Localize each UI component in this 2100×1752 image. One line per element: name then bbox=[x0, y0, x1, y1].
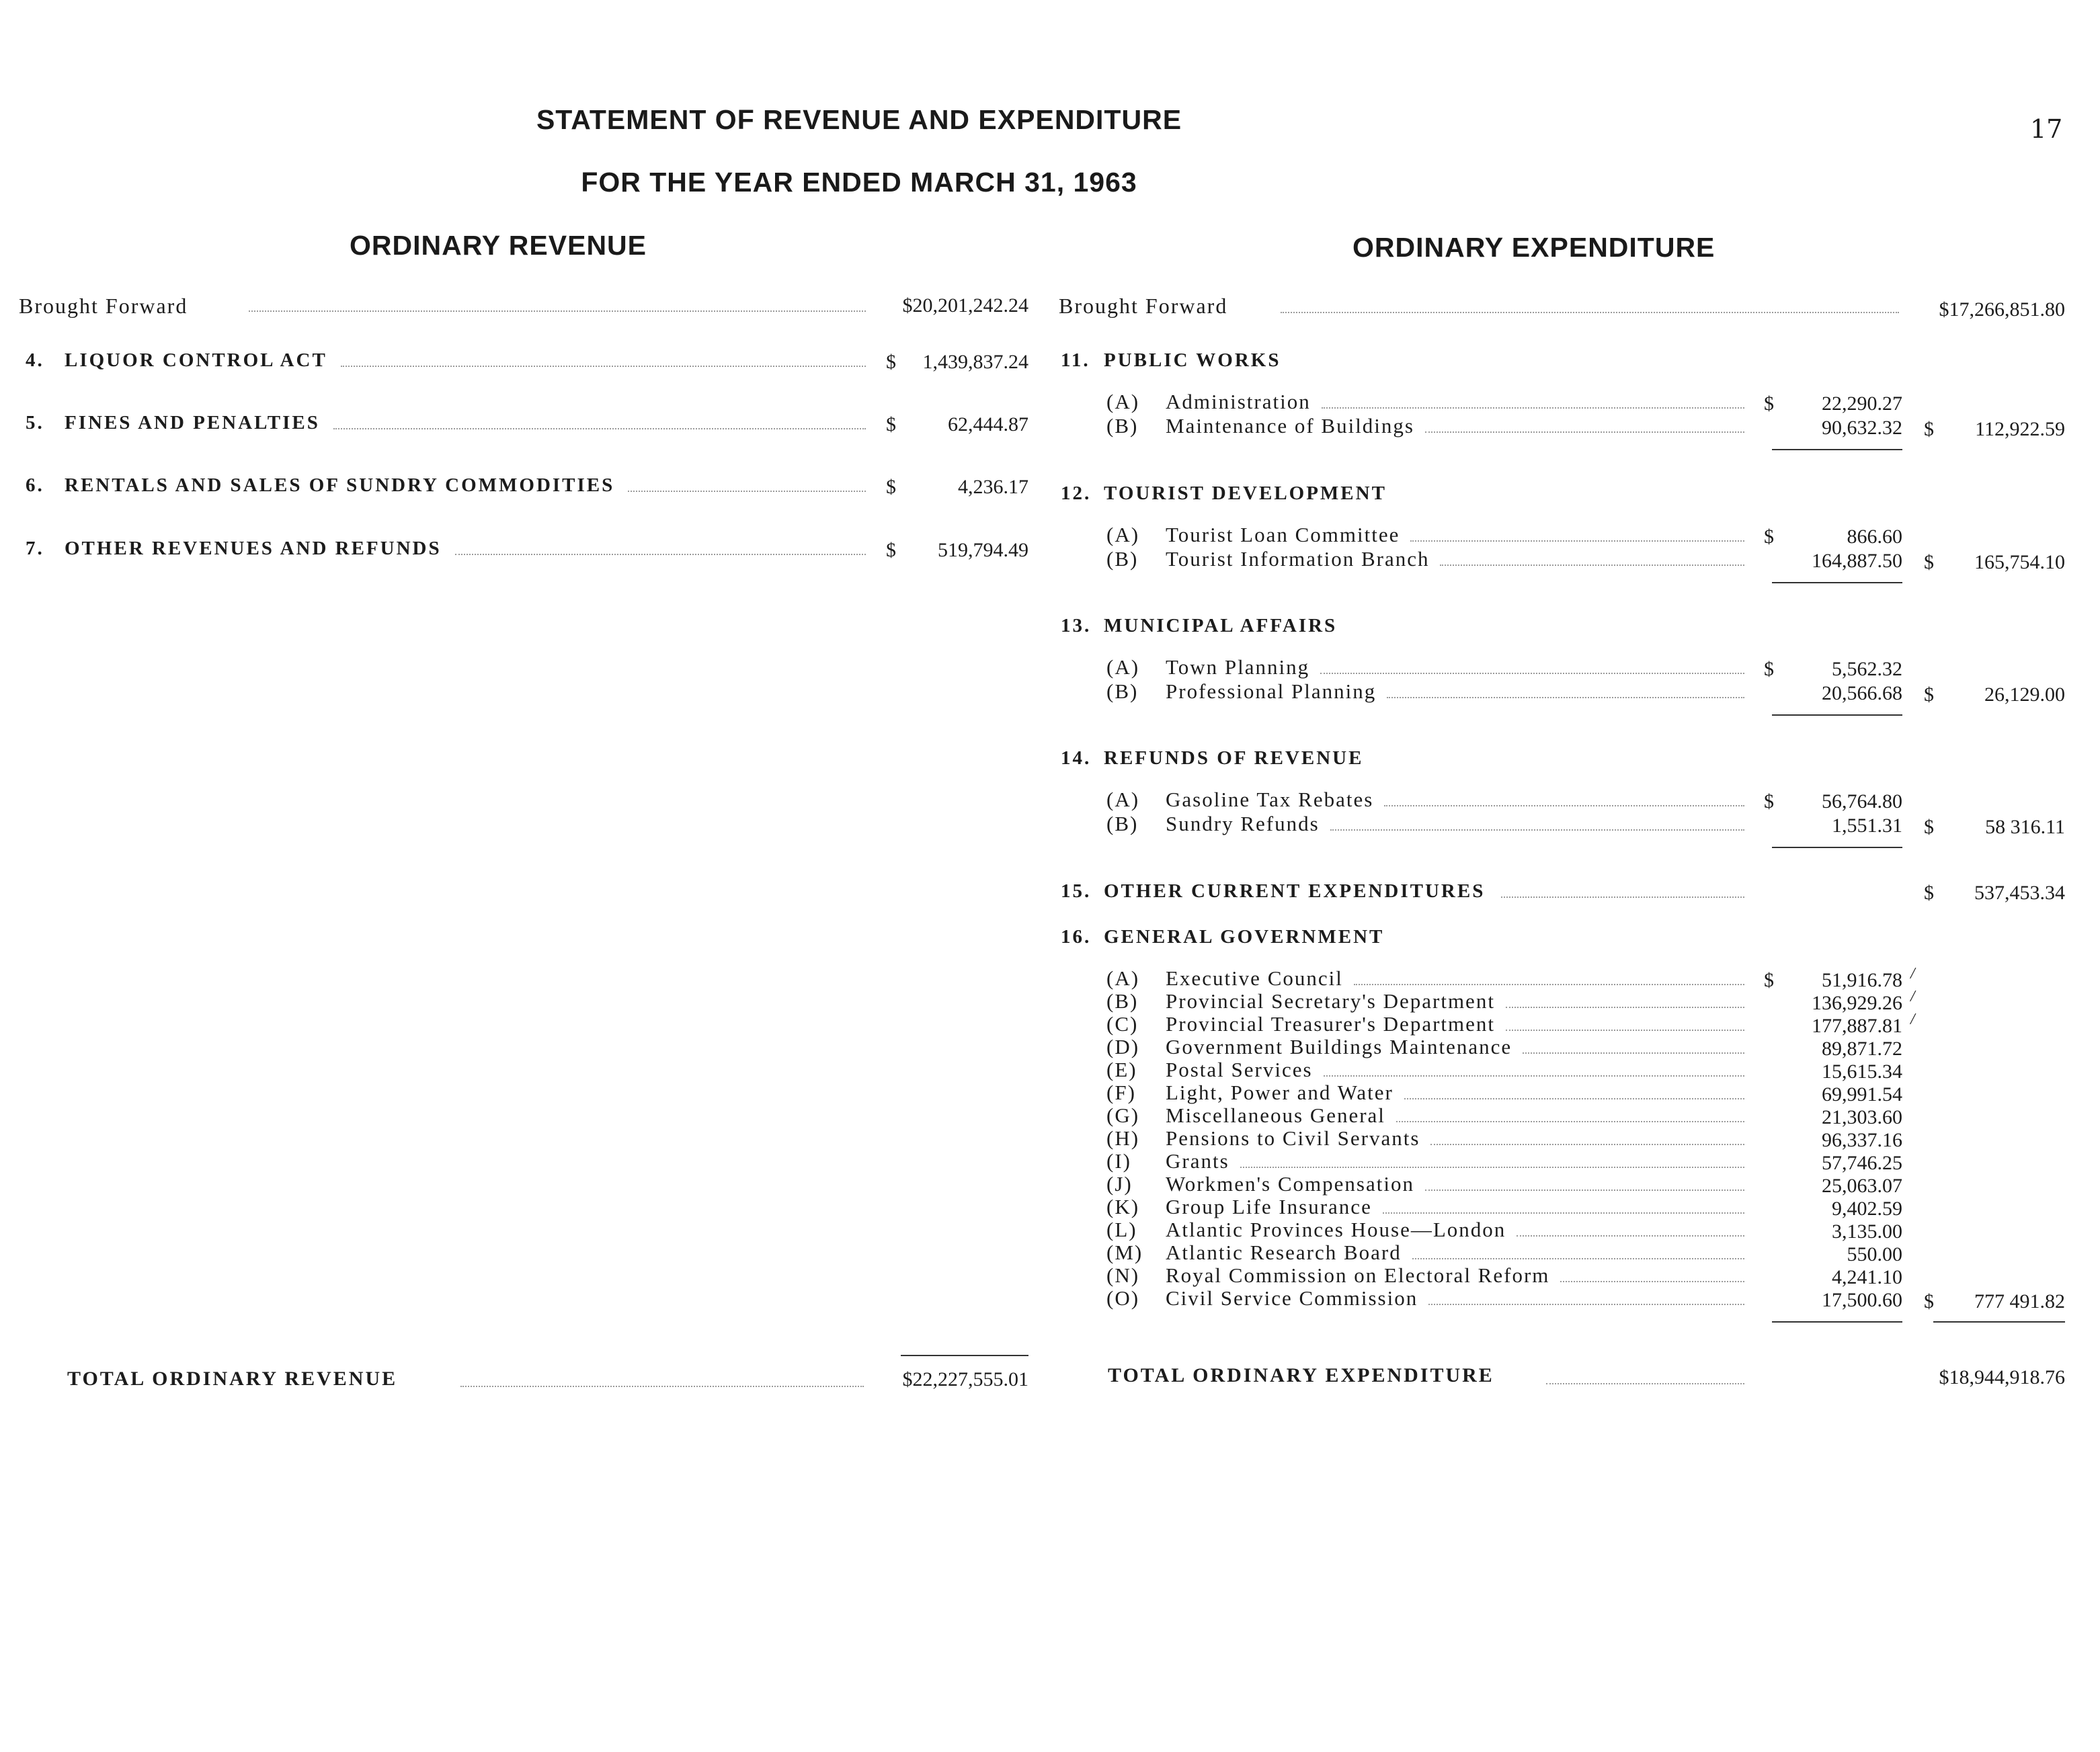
check-mark: / bbox=[1910, 1011, 1915, 1028]
expenditure-heading: ORDINARY EXPENDITURE bbox=[1352, 232, 1715, 263]
expenditure-section-total-currency: $ bbox=[1924, 1290, 1934, 1312]
expenditure-item-code: (A) bbox=[1106, 966, 1140, 990]
expenditure-section-number: 12. bbox=[1061, 483, 1092, 504]
revenue-item-label: LIQUOR CONTROL ACT bbox=[65, 349, 327, 371]
leader-dots bbox=[1440, 565, 1744, 566]
leader-dots bbox=[1410, 540, 1744, 542]
expenditure-item-code: (J) bbox=[1106, 1172, 1133, 1196]
expenditure-section-number: 14. bbox=[1061, 747, 1092, 769]
revenue-item-currency: $ bbox=[886, 476, 896, 498]
leader-dots bbox=[1322, 407, 1744, 409]
revenue-item-number: 6. bbox=[26, 474, 44, 496]
expenditure-item-amount: 20,566.68 bbox=[1822, 682, 1902, 704]
revenue-item-currency: $ bbox=[886, 351, 896, 373]
expenditure-item-code: (B) bbox=[1106, 679, 1139, 703]
revenue-item-number: 7. bbox=[26, 538, 44, 559]
leader-dots bbox=[1387, 697, 1744, 698]
expenditure-section-title: PUBLIC WORKS bbox=[1104, 349, 1281, 371]
expenditure-item-amount: 177,887.81 bbox=[1812, 1015, 1902, 1037]
expenditure-item-code: (A) bbox=[1106, 523, 1140, 546]
expenditure-item-code: (G) bbox=[1106, 1103, 1140, 1127]
expenditure-section-title: OTHER CURRENT EXPENDITURES bbox=[1104, 880, 1486, 902]
expenditure-item-label: Group Life Insurance bbox=[1166, 1195, 1372, 1218]
expenditure-item-amount: 89,871.72 bbox=[1822, 1038, 1902, 1060]
leader-dots bbox=[1560, 1281, 1744, 1282]
subtotal-rule bbox=[1772, 714, 1902, 716]
leader-dots bbox=[1506, 1007, 1744, 1008]
expenditure-section-total-currency: $ bbox=[1924, 882, 1934, 904]
revenue-brought-forward-label: Brought Forward bbox=[19, 294, 188, 318]
leader-dots bbox=[455, 554, 866, 555]
expenditure-item-amount: 90,632.32 bbox=[1822, 417, 1902, 439]
expenditure-section-title: MUNICIPAL AFFAIRS bbox=[1104, 615, 1338, 636]
expenditure-item-amount: 15,615.34 bbox=[1822, 1060, 1902, 1083]
revenue-total-rule bbox=[901, 1355, 1028, 1356]
expenditure-item-code: (A) bbox=[1106, 788, 1140, 811]
expenditure-section-total: 58 316.11 bbox=[1985, 816, 2065, 838]
expenditure-section-number: 15. bbox=[1061, 880, 1092, 902]
expenditure-total-label: TOTAL ORDINARY EXPENDITURE bbox=[1108, 1364, 1494, 1386]
revenue-item-label: OTHER REVENUES AND REFUNDS bbox=[65, 538, 442, 559]
expenditure-item-label: Provincial Secretary's Department bbox=[1166, 989, 1495, 1013]
expenditure-item-label: Executive Council bbox=[1166, 966, 1343, 990]
expenditure-section-total-currency: $ bbox=[1924, 418, 1934, 440]
leader-dots bbox=[628, 491, 866, 492]
leader-dots bbox=[1425, 431, 1744, 433]
revenue-item-label: RENTALS AND SALES OF SUNDRY COMMODITIES bbox=[65, 474, 615, 496]
expenditure-section-total: 112,922.59 bbox=[1975, 418, 2065, 440]
leader-dots bbox=[1396, 1121, 1744, 1122]
expenditure-item-code: (O) bbox=[1106, 1286, 1140, 1310]
expenditure-item-amount: 550.00 bbox=[1847, 1243, 1902, 1265]
expenditure-section-title: REFUNDS OF REVENUE bbox=[1104, 747, 1364, 769]
expenditure-item-code: (E) bbox=[1106, 1058, 1137, 1081]
expenditure-item-code: (B) bbox=[1106, 547, 1139, 571]
revenue-heading: ORDINARY REVENUE bbox=[350, 230, 647, 261]
leader-dots bbox=[1330, 829, 1744, 831]
expenditure-item-label: Workmen's Compensation bbox=[1166, 1172, 1414, 1196]
expenditure-item-amount: 9,402.59 bbox=[1832, 1198, 1902, 1220]
revenue-item-amount: 519,794.49 bbox=[938, 539, 1028, 561]
expenditure-section-total-currency: $ bbox=[1924, 816, 1934, 838]
revenue-item-amount: 1,439,837.24 bbox=[922, 351, 1028, 373]
expenditure-item-currency: $ bbox=[1764, 790, 1774, 812]
expenditure-section-total: 777 491.82 bbox=[1974, 1290, 2065, 1312]
leader-dots bbox=[1517, 1235, 1744, 1237]
expenditure-section-total-currency: $ bbox=[1924, 551, 1934, 573]
expenditure-item-label: Sundry Refunds bbox=[1166, 812, 1320, 835]
leader-dots bbox=[341, 366, 866, 367]
expenditure-item-code: (L) bbox=[1106, 1218, 1137, 1241]
leader-dots bbox=[1384, 805, 1744, 806]
expenditure-item-code: (M) bbox=[1106, 1241, 1143, 1264]
expenditure-item-amount: 164,887.50 bbox=[1812, 550, 1902, 572]
page-number: 17 bbox=[2030, 114, 2063, 144]
expenditure-item-label: Pensions to Civil Servants bbox=[1166, 1126, 1420, 1150]
revenue-item-label: FINES AND PENALTIES bbox=[65, 412, 320, 433]
expenditure-section-number: 16. bbox=[1061, 926, 1092, 948]
subtotal-rule bbox=[1772, 1321, 1902, 1323]
revenue-item-currency: $ bbox=[886, 413, 896, 435]
expenditure-item-label: Atlantic Provinces House—London bbox=[1166, 1218, 1506, 1241]
leader-dots bbox=[1383, 1212, 1744, 1214]
expenditure-item-amount: 5,562.32 bbox=[1832, 658, 1902, 680]
expenditure-item-amount: 21,303.60 bbox=[1822, 1106, 1902, 1128]
expenditure-item-amount: 866.60 bbox=[1847, 526, 1902, 548]
expenditure-item-label: Gasoline Tax Rebates bbox=[1166, 788, 1374, 811]
page-title: STATEMENT OF REVENUE AND EXPENDITURE bbox=[536, 104, 1182, 135]
expenditure-item-currency: $ bbox=[1764, 969, 1774, 991]
expenditure-item-currency: $ bbox=[1764, 392, 1774, 415]
expenditure-section-total: 537,453.34 bbox=[1974, 882, 2065, 904]
expenditure-item-code: (D) bbox=[1106, 1035, 1140, 1058]
leader-dots bbox=[1425, 1190, 1744, 1191]
expenditure-item-amount: 69,991.54 bbox=[1822, 1083, 1902, 1106]
leader-dots bbox=[1506, 1030, 1744, 1031]
revenue-item-currency: $ bbox=[886, 539, 896, 561]
expenditure-item-code: (A) bbox=[1106, 655, 1140, 679]
leader-dots bbox=[1412, 1258, 1744, 1259]
expenditure-item-label: Government Buildings Maintenance bbox=[1166, 1035, 1512, 1058]
expenditure-item-code: (C) bbox=[1106, 1012, 1139, 1036]
expenditure-item-label: Administration bbox=[1166, 390, 1311, 413]
expenditure-item-amount: 1,551.31 bbox=[1832, 815, 1902, 837]
leader-dots bbox=[333, 428, 866, 429]
expenditure-item-amount: 51,916.78 bbox=[1822, 969, 1902, 991]
expenditure-item-code: (F) bbox=[1106, 1081, 1136, 1104]
expenditure-item-label: Tourist Information Branch bbox=[1166, 547, 1430, 571]
expenditure-item-code: (H) bbox=[1106, 1126, 1140, 1150]
revenue-item-number: 5. bbox=[26, 412, 44, 433]
leader-dots bbox=[460, 1386, 864, 1387]
subtotal-rule bbox=[1772, 449, 1902, 450]
leader-dots bbox=[249, 310, 866, 312]
expenditure-section-total-currency: $ bbox=[1924, 683, 1934, 706]
leader-dots bbox=[1428, 1304, 1744, 1305]
expenditure-item-label: Royal Commission on Electoral Reform bbox=[1166, 1263, 1550, 1287]
expenditure-item-label: Postal Services bbox=[1166, 1058, 1313, 1081]
revenue-total-amount: $22,227,555.01 bbox=[902, 1368, 1028, 1390]
expenditure-item-label: Maintenance of Buildings bbox=[1166, 414, 1414, 437]
leader-dots bbox=[1354, 984, 1744, 985]
expenditure-item-code: (I) bbox=[1106, 1149, 1131, 1173]
expenditure-item-code: (A) bbox=[1106, 390, 1140, 413]
leader-dots bbox=[1240, 1167, 1744, 1168]
expenditure-section-total: 165,754.10 bbox=[1974, 551, 2065, 573]
leader-dots bbox=[1523, 1052, 1744, 1054]
expenditure-item-amount: 3,135.00 bbox=[1832, 1220, 1902, 1243]
leader-dots bbox=[1501, 896, 1744, 898]
revenue-item-number: 4. bbox=[26, 349, 44, 371]
expenditure-item-amount: 57,746.25 bbox=[1822, 1152, 1902, 1174]
expenditure-item-amount: 4,241.10 bbox=[1832, 1266, 1902, 1288]
revenue-brought-forward-amount: $20,201,242.24 bbox=[902, 294, 1028, 317]
expenditure-section-number: 13. bbox=[1061, 615, 1092, 636]
expenditure-item-label: Grants bbox=[1166, 1149, 1229, 1173]
expenditure-item-label: Miscellaneous General bbox=[1166, 1103, 1385, 1127]
expenditure-section-number: 11. bbox=[1061, 349, 1090, 371]
expenditure-item-label: Tourist Loan Committee bbox=[1166, 523, 1400, 546]
check-mark: / bbox=[1910, 988, 1915, 1005]
leader-dots bbox=[1324, 1075, 1744, 1077]
revenue-item-amount: 4,236.17 bbox=[958, 476, 1028, 498]
expenditure-section-total: 26,129.00 bbox=[1984, 683, 2065, 706]
expenditure-item-amount: 25,063.07 bbox=[1822, 1175, 1902, 1197]
expenditure-item-label: Provincial Treasurer's Department bbox=[1166, 1012, 1495, 1036]
expenditure-item-code: (B) bbox=[1106, 414, 1139, 437]
expenditure-section-title: TOURIST DEVELOPMENT bbox=[1104, 483, 1387, 504]
expenditure-item-amount: 96,337.16 bbox=[1822, 1129, 1902, 1151]
expenditure-item-amount: 136,929.26 bbox=[1812, 992, 1902, 1014]
revenue-total-label: TOTAL ORDINARY REVENUE bbox=[67, 1368, 398, 1390]
expenditure-item-label: Town Planning bbox=[1166, 655, 1310, 679]
expenditure-section-title: GENERAL GOVERNMENT bbox=[1104, 926, 1385, 948]
subtotal-rule bbox=[1772, 582, 1902, 583]
expenditure-item-code: (B) bbox=[1106, 812, 1139, 835]
leader-dots bbox=[1404, 1098, 1744, 1099]
total-rule bbox=[1933, 1321, 2065, 1323]
expenditure-item-currency: $ bbox=[1764, 526, 1774, 548]
expenditure-item-amount: 56,764.80 bbox=[1822, 790, 1902, 812]
expenditure-item-label: Civil Service Commission bbox=[1166, 1286, 1418, 1310]
leader-dots bbox=[1281, 312, 1899, 313]
expenditure-item-code: (B) bbox=[1106, 989, 1139, 1013]
expenditure-total-amount: $18,944,918.76 bbox=[1939, 1366, 2065, 1388]
expenditure-item-label: Light, Power and Water bbox=[1166, 1081, 1394, 1104]
expenditure-brought-forward-label: Brought Forward bbox=[1059, 294, 1228, 318]
expenditure-item-label: Professional Planning bbox=[1166, 679, 1377, 703]
expenditure-item-code: (K) bbox=[1106, 1195, 1140, 1218]
expenditure-item-code: (N) bbox=[1106, 1263, 1140, 1287]
subtotal-rule bbox=[1772, 847, 1902, 848]
expenditure-brought-forward-amount: $17,266,851.80 bbox=[1939, 298, 2065, 321]
leader-dots bbox=[1546, 1383, 1744, 1384]
expenditure-item-amount: 22,290.27 bbox=[1822, 392, 1902, 415]
page-subtitle: FOR THE YEAR ENDED MARCH 31, 1963 bbox=[581, 167, 1137, 198]
check-mark: / bbox=[1910, 965, 1915, 983]
revenue-item-amount: 62,444.87 bbox=[948, 413, 1028, 435]
leader-dots bbox=[1430, 1144, 1744, 1145]
leader-dots bbox=[1320, 673, 1744, 674]
expenditure-item-currency: $ bbox=[1764, 658, 1774, 680]
expenditure-item-label: Atlantic Research Board bbox=[1166, 1241, 1402, 1264]
expenditure-item-amount: 17,500.60 bbox=[1822, 1289, 1902, 1311]
